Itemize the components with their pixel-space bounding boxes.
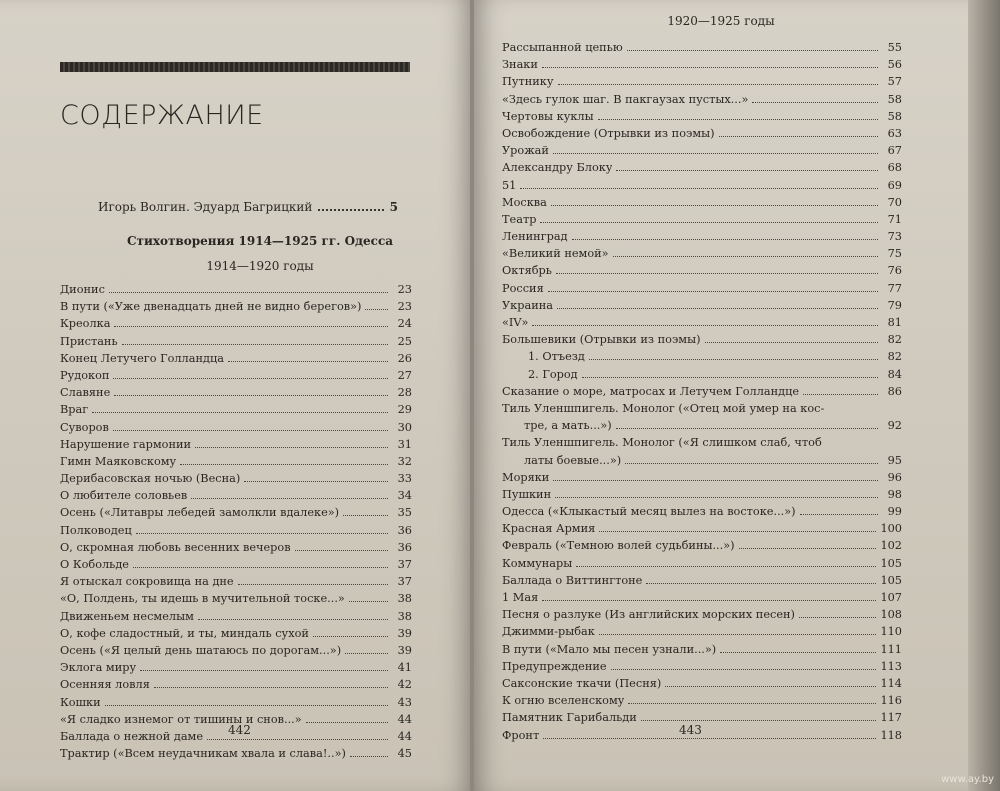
toc-entry-page: 44 xyxy=(397,712,412,726)
toc-entry-page: 67 xyxy=(887,144,902,158)
toc-entry-title: Движеньем несмелым xyxy=(60,609,194,623)
toc-entry-title: Тиль Уленшпигель. Монолог («Я слишком слаб, чтоб xyxy=(502,436,822,450)
dot-leader xyxy=(295,550,388,551)
toc-entry-title: Гимн Маяковскому xyxy=(60,454,177,468)
toc-entry-title: 1. Отъезд xyxy=(528,350,585,364)
dot-leader xyxy=(191,498,388,499)
toc-entry-title: Песня о разлуке (Из английских морских песен) xyxy=(502,608,795,622)
dot-leader xyxy=(343,515,388,516)
dot-leader xyxy=(548,291,878,292)
toc-entry-page: 23 xyxy=(397,300,412,314)
dot-leader xyxy=(589,359,878,360)
toc-entry-page: 56 xyxy=(887,58,902,72)
toc-entry-title: Конец Летучего Голландца xyxy=(60,351,224,365)
dot-leader xyxy=(543,738,876,739)
toc-entry-title: Осень («Литавры лебедей замолкли вдалеке») xyxy=(60,506,340,520)
toc-entry-page: 33 xyxy=(397,472,412,486)
toc-entry-page: 31 xyxy=(397,437,412,451)
dot-leader xyxy=(154,687,388,688)
toc-entry-page: 69 xyxy=(887,178,902,192)
toc-entry-page: 82 xyxy=(887,333,902,347)
toc-entry xyxy=(60,642,412,659)
toc-entry-title: Осенняя ловля xyxy=(60,678,150,692)
toc-entry-page: 73 xyxy=(887,230,902,244)
intro-entry xyxy=(98,200,398,214)
toc-entry xyxy=(60,453,412,470)
dot-leader xyxy=(599,634,877,635)
toc-entry xyxy=(502,211,902,228)
dot-leader xyxy=(613,256,878,257)
toc-entry-title: Февраль («Темною волей судьбины...») xyxy=(502,539,735,553)
toc-entry-page: 26 xyxy=(397,351,412,365)
toc-entry-title: Путнику xyxy=(502,75,554,89)
dot-leader xyxy=(616,428,878,429)
toc-entry xyxy=(502,383,902,400)
toc-entry-page: 77 xyxy=(887,281,902,295)
toc-entry-title: Пристань xyxy=(60,334,118,348)
toc-entry-title: В пути («Уже двенадцать дней не видно берегов») xyxy=(60,300,362,314)
toc-entry xyxy=(502,623,902,640)
toc-entry-page: 71 xyxy=(887,212,902,226)
dot-leader xyxy=(114,326,388,327)
toc-entry-title: Дионис xyxy=(60,283,105,296)
toc-entry-page: 118 xyxy=(880,728,902,742)
toc-entry-title: Я отыскал сокровища на дне xyxy=(60,575,234,589)
toc-entry xyxy=(60,384,412,401)
toc-entry-page: 99 xyxy=(887,505,902,519)
dot-leader xyxy=(105,705,388,706)
toc-entry-page: 38 xyxy=(397,592,412,606)
toc-entry-title: Предупреждение xyxy=(502,659,607,673)
dot-leader xyxy=(238,584,388,585)
toc-entry-title: Тиль Уленшпигель. Монолог («Отец мой умер на кос- xyxy=(502,401,825,415)
toc-entry xyxy=(502,503,902,520)
toc-entry-page: 110 xyxy=(880,625,902,639)
toc-entry xyxy=(502,589,902,606)
section-title: Стихотворения 1914—1925 гг. Одесса xyxy=(126,234,394,248)
toc-entry xyxy=(502,348,902,365)
toc-entry-page: 37 xyxy=(397,575,412,589)
toc-entry-title: Александру Блоку xyxy=(502,161,613,175)
dot-leader xyxy=(799,617,876,618)
toc-entry xyxy=(502,641,902,658)
toc-entry xyxy=(502,314,902,331)
dot-leader xyxy=(350,756,388,757)
dot-leader xyxy=(553,480,878,481)
dot-leader xyxy=(665,686,876,687)
toc-entry-page: 39 xyxy=(397,643,412,657)
toc-entry xyxy=(502,108,902,125)
toc-entry-page: 107 xyxy=(880,591,902,604)
toc-entry-page: 68 xyxy=(887,161,902,175)
toc-entry-page: 75 xyxy=(887,247,902,261)
left-page xyxy=(0,0,472,791)
toc-entry xyxy=(502,366,902,383)
toc-entry-title: Креолка xyxy=(60,317,111,331)
toc-entry-page: 105 xyxy=(880,573,902,587)
toc-entry-title: Коммунары xyxy=(502,556,573,570)
toc-entry-title: 2. Город xyxy=(528,367,578,381)
toc-entry-page: 84 xyxy=(887,367,902,381)
dot-leader xyxy=(136,533,388,534)
toc-entry-page: 79 xyxy=(887,298,902,312)
toc-entry-title: Славяне xyxy=(60,386,111,400)
dot-leader xyxy=(616,170,878,171)
dot-leader xyxy=(520,188,878,189)
toc-entry xyxy=(60,608,412,625)
toc-entry xyxy=(502,297,902,314)
toc-entry-title: Кошки xyxy=(60,695,101,709)
toc-entry-title: Рассыпанной цепью xyxy=(502,41,623,54)
toc-entry xyxy=(60,694,412,711)
dot-leader xyxy=(122,344,388,345)
dot-leader xyxy=(556,273,878,274)
toc-entry xyxy=(502,159,902,176)
toc-entry-title: «Я сладко изнемог от тишины и снов...» xyxy=(60,712,302,726)
toc-entry xyxy=(502,452,902,469)
toc-entry xyxy=(502,56,902,73)
toc-entry-title: «О, Полдень, ты идешь в мучительной тоске...» xyxy=(60,592,345,606)
dot-leader xyxy=(572,239,878,240)
dot-leader xyxy=(113,378,388,379)
toc-list-left xyxy=(60,281,412,762)
dot-leader xyxy=(542,600,876,601)
toc-entry-page: 29 xyxy=(397,403,412,417)
toc-entry-title: 1 Мая xyxy=(502,591,539,604)
toc-entry-page: 44 xyxy=(397,729,412,743)
toc-entry-page: 81 xyxy=(887,316,902,329)
toc-entry-page: 36 xyxy=(397,540,412,554)
dot-leader xyxy=(555,497,878,498)
dot-leader xyxy=(576,566,876,567)
dot-leader xyxy=(646,583,876,584)
toc-entry-title: Ленинград xyxy=(502,230,568,244)
page-edge xyxy=(968,0,1000,791)
dot-leader xyxy=(198,619,388,620)
toc-entry-title: Враг xyxy=(60,403,89,417)
toc-entry xyxy=(60,367,412,384)
toc-entry-page: 41 xyxy=(397,661,412,675)
toc-entry-page: 95 xyxy=(887,453,902,467)
toc-entry-title: О любителе соловьев xyxy=(60,489,188,503)
toc-entry-title: Памятник Гарибальди xyxy=(502,711,637,725)
toc-entry xyxy=(60,573,412,590)
toc-entry-title: Дерибасовская ночью (Весна) xyxy=(60,472,241,486)
dot-leader xyxy=(195,447,388,448)
dot-leader xyxy=(207,739,388,740)
toc-entry xyxy=(60,401,412,418)
toc-entry-title: латы боевые...») xyxy=(524,453,622,467)
dot-leader xyxy=(599,531,876,532)
intro-page: 5 xyxy=(389,200,398,214)
toc-entry-title: Нарушение гармонии xyxy=(60,437,192,451)
toc-entry-title: Баллада о нежной даме xyxy=(60,729,204,743)
toc-entry xyxy=(502,39,902,56)
dot-leader xyxy=(140,670,388,671)
toc-entry xyxy=(502,727,902,744)
dot-leader xyxy=(542,67,878,68)
toc-entry xyxy=(502,434,902,451)
toc-entry-page: 82 xyxy=(887,350,902,364)
toc-entry-page: 96 xyxy=(887,470,902,484)
toc-entry xyxy=(60,745,412,762)
dot-leader xyxy=(720,652,876,653)
toc-entry xyxy=(60,539,412,556)
toc-entry xyxy=(502,228,902,245)
toc-entry-title: О Кобольде xyxy=(60,558,129,571)
toc-entry-title: Фронт xyxy=(502,728,540,742)
toc-entry-title: Полководец xyxy=(60,523,132,537)
toc-entry-page: 113 xyxy=(880,659,902,673)
dot-leader xyxy=(365,309,388,310)
toc-entry xyxy=(502,537,902,554)
toc-entry-title: «Великий немой» xyxy=(502,247,609,261)
toc-entry-title: Чертовы куклы xyxy=(502,109,594,123)
toc-entry xyxy=(60,470,412,487)
toc-entry-title: Урожай xyxy=(502,144,549,158)
toc-entry-title: Украина xyxy=(502,298,553,312)
dot-leader xyxy=(345,653,388,654)
toc-entry xyxy=(60,625,412,642)
toc-entry-page: 114 xyxy=(880,676,902,690)
toc-entry-page: 30 xyxy=(397,420,412,434)
dot-leader xyxy=(611,669,877,670)
dot-leader xyxy=(313,636,388,637)
toc-entry xyxy=(502,91,902,108)
toc-entry-title: Саксонские ткачи (Песня) xyxy=(502,676,662,690)
right-page xyxy=(474,0,968,791)
dot-leader xyxy=(349,601,388,602)
dot-leader xyxy=(582,377,878,378)
dot-leader xyxy=(558,84,878,85)
toc-entry-page: 42 xyxy=(397,678,412,692)
toc-entry-title: Москва xyxy=(502,195,547,209)
toc-entry-title: Одесса («Клыкастый месяц вылез на востоке...») xyxy=(502,505,796,519)
dot-leader xyxy=(92,412,388,413)
toc-entry-title: Осень («Я целый день шатаюсь по дорогам...») xyxy=(60,643,342,657)
toc-entry-title: Знаки xyxy=(502,58,538,72)
toc-entry-page: 45 xyxy=(397,747,412,761)
toc-entry xyxy=(502,606,902,623)
decorative-rule xyxy=(60,62,410,72)
dot-leader xyxy=(113,430,388,431)
toc-entry-title: Эклога миру xyxy=(60,661,137,675)
period-title: 1914—1920 годы xyxy=(206,259,314,273)
toc-entry-title: «Здесь гулок шаг. В пакгаузах пустых...» xyxy=(502,92,749,106)
toc-entry-page: 102 xyxy=(880,539,902,553)
dot-leader xyxy=(244,481,388,482)
dot-leader xyxy=(557,308,878,309)
toc-entry-title: О, скромная любовь весенних вечеров xyxy=(60,540,291,554)
toc-entry xyxy=(502,520,902,537)
toc-entry-page: 32 xyxy=(397,454,412,468)
toc-entry-title: Сказание о море, матросах и Летучем Голландце xyxy=(502,384,800,398)
intro-title: Игорь Волгин. Эдуард Багрицкий xyxy=(98,200,313,214)
toc-entry-page: 98 xyxy=(887,487,902,501)
dot-leader xyxy=(532,325,878,326)
contents-heading: СОДЕРЖАНИЕ xyxy=(60,100,264,131)
dot-leader xyxy=(828,411,878,412)
toc-entry xyxy=(502,469,902,486)
toc-entry-title: Трактир («Всем неудачникам хвала и слава!..») xyxy=(60,747,346,761)
dot-leader xyxy=(553,153,878,154)
toc-entry xyxy=(502,692,902,709)
dot-leader xyxy=(109,292,388,293)
toc-entry-page: 39 xyxy=(397,626,412,640)
toc-entry xyxy=(502,709,902,726)
toc-entry-page: 25 xyxy=(397,334,412,348)
toc-entry xyxy=(60,504,412,521)
dot-leader xyxy=(114,395,388,396)
toc-entry xyxy=(60,676,412,693)
dot-leader xyxy=(627,50,878,51)
toc-entry xyxy=(502,177,902,194)
toc-entry-page: 55 xyxy=(887,41,902,54)
toc-entry-page: 117 xyxy=(880,711,902,725)
toc-entry xyxy=(60,522,412,539)
toc-entry-title: Пушкин xyxy=(502,487,552,501)
toc-entry xyxy=(502,658,902,675)
toc-entry-title: Суворов xyxy=(60,420,109,434)
toc-entry-title: В пути («Мало мы песен узнали...») xyxy=(502,642,717,656)
toc-entry xyxy=(60,659,412,676)
toc-entry-page: 23 xyxy=(397,283,412,296)
toc-entry-page: 37 xyxy=(397,558,412,571)
dot-leader xyxy=(551,205,878,206)
dot-leader xyxy=(133,567,388,568)
toc-entry-title: Красная Армия xyxy=(502,522,596,536)
toc-entry-page: 111 xyxy=(880,642,902,656)
toc-entry-title: Освобождение (Отрывки из поэмы) xyxy=(502,126,715,140)
toc-entry-page: 108 xyxy=(880,608,902,622)
dot-leader xyxy=(306,722,388,723)
page-number-right: 443 xyxy=(679,723,702,737)
dot-leader xyxy=(719,136,878,137)
toc-entry-title: «IV» xyxy=(502,316,529,329)
dot-leader xyxy=(540,222,878,223)
toc-entry xyxy=(60,281,412,298)
toc-entry-title: 51 xyxy=(502,178,517,192)
toc-entry-page: 35 xyxy=(397,506,412,520)
dot-leader xyxy=(803,394,878,395)
toc-entry xyxy=(502,280,902,297)
dot-leader xyxy=(318,209,383,211)
toc-entry xyxy=(60,298,412,315)
dot-leader xyxy=(705,342,879,343)
toc-entry xyxy=(502,400,902,417)
toc-entry xyxy=(60,333,412,350)
toc-entry xyxy=(502,194,902,211)
toc-entry-title: Театр xyxy=(502,212,537,226)
toc-entry-page: 57 xyxy=(887,75,902,89)
toc-entry-page: 58 xyxy=(887,109,902,123)
toc-entry-page: 27 xyxy=(397,368,412,382)
dot-leader xyxy=(628,703,876,704)
toc-entry-title: тре, а мать...») xyxy=(524,419,612,433)
dot-leader xyxy=(598,119,878,120)
toc-entry xyxy=(502,125,902,142)
toc-entry-title: Россия xyxy=(502,281,544,295)
toc-entry xyxy=(60,350,412,367)
toc-entry xyxy=(502,262,902,279)
toc-entry xyxy=(502,331,902,348)
dot-leader xyxy=(625,463,878,464)
toc-entry xyxy=(502,486,902,503)
toc-entry-page: 100 xyxy=(880,522,902,536)
toc-entry-page: 86 xyxy=(887,384,902,398)
toc-entry xyxy=(502,555,902,572)
toc-entry-page: 34 xyxy=(397,489,412,503)
toc-entry-page: 63 xyxy=(887,126,902,140)
dot-leader xyxy=(180,464,388,465)
toc-entry xyxy=(502,675,902,692)
toc-entry-page: 28 xyxy=(397,386,412,400)
toc-entry-title: Джимми-рыбак xyxy=(502,625,595,639)
toc-entry xyxy=(60,556,412,573)
toc-entry-page: 105 xyxy=(880,556,902,570)
toc-list-right xyxy=(502,39,902,744)
toc-entry xyxy=(60,590,412,607)
dot-leader xyxy=(228,361,388,362)
toc-entry xyxy=(60,419,412,436)
toc-entry-title: О, кофе сладостный, и ты, миндаль сухой xyxy=(60,626,309,640)
toc-entry-title: К огню вселенскому xyxy=(502,694,625,708)
toc-entry-title: Баллада о Виттингтоне xyxy=(502,573,643,587)
toc-entry-page: 38 xyxy=(397,609,412,623)
page-number-left: 442 xyxy=(228,723,251,737)
dot-leader xyxy=(641,720,877,721)
toc-entry xyxy=(60,487,412,504)
toc-entry xyxy=(502,142,902,159)
running-head: 1920—1925 годы xyxy=(667,14,775,28)
watermark: www.ay.by xyxy=(941,774,994,785)
toc-entry-page: 76 xyxy=(887,264,902,278)
toc-entry xyxy=(502,417,902,434)
toc-entry-title: Рудокоп xyxy=(60,368,110,382)
toc-entry-page: 24 xyxy=(397,317,412,331)
toc-entry xyxy=(502,245,902,262)
toc-entry xyxy=(60,315,412,332)
toc-entry-page: 43 xyxy=(397,695,412,709)
dot-leader xyxy=(826,445,878,446)
toc-entry xyxy=(502,572,902,589)
toc-entry-title: Моряки xyxy=(502,470,550,484)
toc-entry xyxy=(502,73,902,90)
toc-entry-page: 36 xyxy=(397,523,412,537)
toc-entry xyxy=(60,436,412,453)
dot-leader xyxy=(739,548,877,549)
dot-leader xyxy=(800,514,878,515)
toc-entry-page: 70 xyxy=(887,195,902,209)
toc-entry-page: 58 xyxy=(887,92,902,106)
toc-entry-title: Октябрь xyxy=(502,264,552,278)
toc-entry-page: 92 xyxy=(887,419,902,433)
toc-entry-title: Большевики (Отрывки из поэмы) xyxy=(502,333,701,347)
toc-entry-page: 116 xyxy=(880,694,902,708)
dot-leader xyxy=(752,102,878,103)
